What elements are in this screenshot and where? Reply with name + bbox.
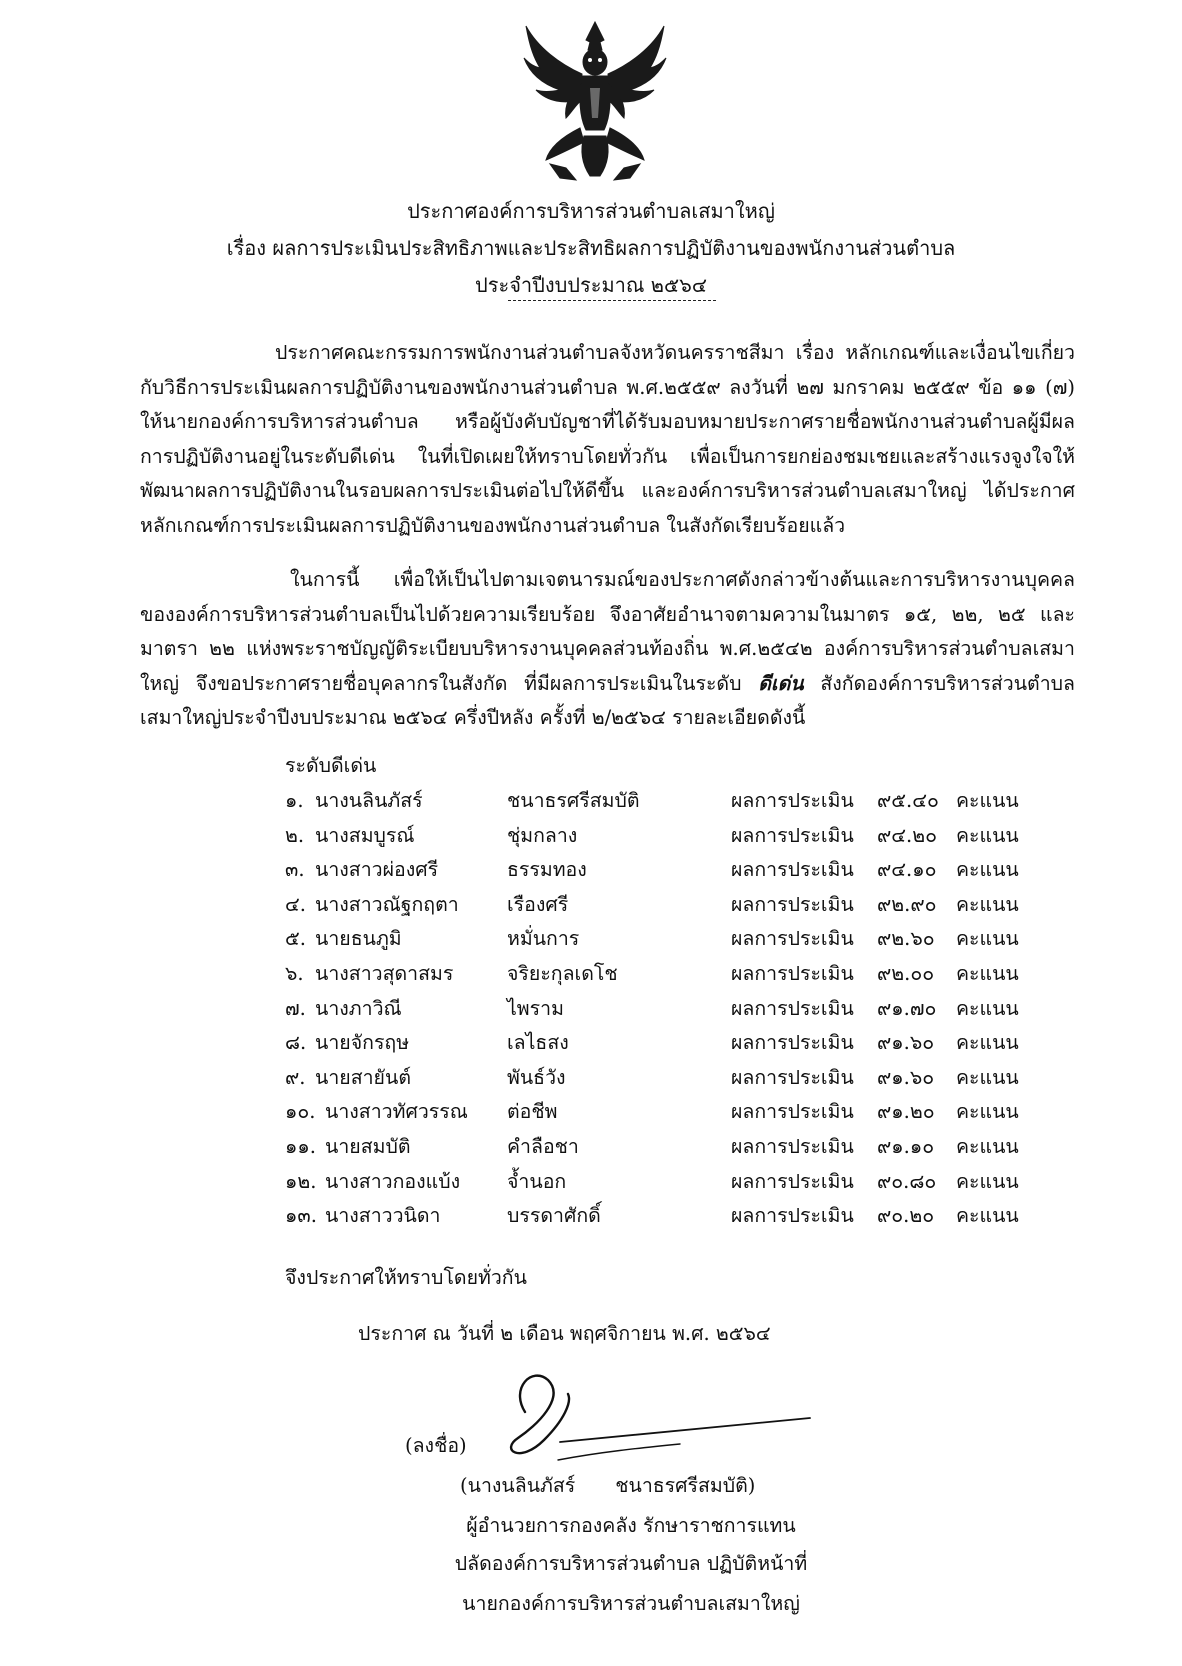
item-unit: คะแนน xyxy=(956,1031,1019,1055)
item-first-name: นางสาวทัศวรรณ xyxy=(325,1100,468,1124)
list-item xyxy=(285,1061,1045,1096)
signer-name xyxy=(460,1470,755,1501)
item-score: ๙๐.๒๐ xyxy=(877,1204,935,1228)
item-score: ๙๔.๒๐ xyxy=(877,823,937,847)
paragraph-2 xyxy=(140,563,1075,736)
closing-statement: จึงประกาศให้ทราบโดยทั่วกัน xyxy=(285,1266,527,1289)
item-score: ๙๔.๑๐ xyxy=(877,858,937,882)
item-last-name: จริยะกุลเดโช xyxy=(507,961,618,985)
item-score: ๙๒.๖๐ xyxy=(877,927,935,951)
item-label: ผลการประเมิน xyxy=(731,858,854,882)
item-label: ผลการประเมิน xyxy=(731,789,854,812)
item-number: ๘. xyxy=(285,1031,307,1055)
separator-line xyxy=(508,300,716,301)
item-score: ๙๐.๘๐ xyxy=(877,1169,937,1193)
item-label: ผลการประเมิน xyxy=(731,892,854,916)
item-unit: คะแนน xyxy=(956,789,1019,812)
item-unit: คะแนน xyxy=(956,996,1019,1020)
item-score: ๙๑.๖๐ xyxy=(877,1031,935,1055)
item-first-name: นายจักรฤษ xyxy=(315,1031,410,1055)
item-first-name: นายสายันต์ xyxy=(315,1065,411,1089)
item-last-name: ไพราม xyxy=(507,996,564,1020)
item-first-name: นางสาวสุดาสมร xyxy=(315,961,454,985)
item-number: ๕. xyxy=(285,927,306,951)
item-unit: คะแนน xyxy=(956,1100,1019,1124)
item-first-name: นางนลินภัสร์ xyxy=(315,789,423,812)
item-last-name: หมั่นการ xyxy=(507,927,580,951)
item-unit: คะแนน xyxy=(956,927,1019,951)
paragraph-2-start: ในการนี้ เพื่อให้เป็นไปตามเจตนารมณ์ของประกาศดังกล่าวข้างต้นและการบริหารงานบุคคลขององค์การบริหารส่วนตำบลเป็นไปด้วยความเรียบร้อย จึงอาศัยอำนาจตามความในมาตร ๑๕, ๒๒, ๒๕ และมาตรา ๒๒ แห่งพระราชบัญญัติระเบียบบริหารงานบุคคลส่วนท้องถิ่น พ.ศ.๒๕๔๒ องค์การบริหารส่วนตำบลเสมาใหญ่ จึงขอประกาศรายชื่อบุคลากรในสังกัด ที่มีผลการประเมินในระดับ xyxy=(140,568,1075,695)
item-label: ผลการประเมิน xyxy=(731,996,854,1020)
item-unit: คะแนน xyxy=(956,1204,1019,1228)
staff-list xyxy=(285,784,1045,1234)
item-last-name: ชุ่มกลาง xyxy=(507,823,578,847)
item-score: ๙๕.๔๐ xyxy=(877,789,939,812)
list-item xyxy=(285,819,1045,854)
list-item xyxy=(285,1199,1045,1234)
item-number: ๑๓. xyxy=(285,1204,317,1228)
item-label: ผลการประเมิน xyxy=(731,823,854,847)
item-last-name: จ้ำนอก xyxy=(507,1169,567,1193)
item-last-name: เรืองศรี xyxy=(507,892,569,916)
item-score: ๙๒.๙๐ xyxy=(877,892,937,916)
item-number: ๒. xyxy=(285,823,305,847)
item-unit: คะแนน xyxy=(956,961,1019,985)
item-label: ผลการประเมิน xyxy=(731,1065,854,1089)
item-score: ๙๒.๐๐ xyxy=(877,961,935,985)
list-item xyxy=(285,1165,1045,1200)
announcement-date: ประกาศ ณ วันที่ ๒ เดือน พฤศจิกายน พ.ศ. ๒๕๖๔ xyxy=(358,1322,771,1345)
item-first-name: นางสาววนิดา xyxy=(325,1204,441,1228)
item-label: ผลการประเมิน xyxy=(731,1134,854,1158)
item-score: ๙๑.๗๐ xyxy=(877,996,937,1020)
item-label: ผลการประเมิน xyxy=(731,1031,854,1055)
item-unit: คะแนน xyxy=(956,1134,1019,1158)
item-number: ๔. xyxy=(285,892,306,916)
item-last-name: ชนาธรศรีสมบัติ xyxy=(507,789,640,812)
item-score: ๙๑.๖๐ xyxy=(877,1065,935,1089)
item-first-name: นางสาวกองแบ้ง xyxy=(325,1169,461,1193)
item-label: ผลการประเมิน xyxy=(731,961,854,985)
list-item xyxy=(285,784,1045,819)
item-number: ๑๒. xyxy=(285,1169,317,1193)
item-number: ๗. xyxy=(285,996,306,1020)
item-last-name: บรรดาศักดิ์ xyxy=(507,1204,601,1228)
item-number: ๑๑. xyxy=(285,1134,316,1158)
list-item xyxy=(285,922,1045,957)
item-label: ผลการประเมิน xyxy=(731,927,854,951)
level-emphasis: ดีเด่น xyxy=(758,671,804,695)
item-score: ๙๑.๑๐ xyxy=(877,1134,935,1158)
signer-position-1: ผู้อำนวยการกองคลัง รักษาราชการแทน xyxy=(466,1514,796,1537)
item-unit: คะแนน xyxy=(956,1065,1019,1089)
paragraph-2-end: สังกัดองค์การบริหารส่วนตำบลเสมาใหญ่ประจำปีงบประมาณ ๒๕๖๔ ครึ่งปีหลัง ครั้งที่ ๒/๒๕๖๔ รายละเอียดดังนี้ xyxy=(140,671,1075,730)
list-item xyxy=(285,992,1045,1027)
item-first-name: นางสาวณัฐกฤตา xyxy=(315,892,459,916)
item-label: ผลการประเมิน xyxy=(731,1204,854,1228)
signature-label: (ลงชื่อ) xyxy=(405,1434,467,1457)
signer-name-close: ชนาธรศรีสมบัติ) xyxy=(615,1474,756,1497)
handwritten-signature xyxy=(440,1368,820,1478)
signer-position-3: นายกองค์การบริหารส่วนตำบลเสมาใหญ่ xyxy=(462,1592,800,1615)
announcement-subject: เรื่อง ผลการประเมินประสิทธิภาพและประสิทธิผลการปฏิบัติงานของพนักงานส่วนตำบล xyxy=(226,236,956,260)
list-item xyxy=(285,1095,1045,1130)
item-last-name: เลไธสง xyxy=(507,1031,569,1055)
fiscal-year: ประจำปีงบประมาณ ๒๕๖๔ xyxy=(475,273,707,297)
level-heading: ระดับดีเด่น xyxy=(285,754,377,777)
list-item xyxy=(285,888,1045,923)
item-last-name: คำลือชา xyxy=(507,1134,579,1158)
item-score: ๙๑.๒๐ xyxy=(877,1100,935,1124)
item-first-name: นางสมบูรณ์ xyxy=(315,823,415,847)
item-unit: คะแนน xyxy=(956,858,1019,882)
item-first-name: นายสมบัติ xyxy=(325,1134,411,1158)
item-number: ๙. xyxy=(285,1065,306,1089)
item-label: ผลการประเมิน xyxy=(731,1169,854,1193)
announcement-title: ประกาศองค์การบริหารส่วนตำบลเสมาใหญ่ xyxy=(407,199,775,223)
signer-position-2: ปลัดองค์การบริหารส่วนตำบล ปฏิบัติหน้าที่ xyxy=(454,1552,808,1575)
item-label: ผลการประเมิน xyxy=(731,1100,854,1124)
item-unit: คะแนน xyxy=(956,892,1019,916)
garuda-emblem-icon xyxy=(520,18,670,183)
item-number: ๓. xyxy=(285,858,305,882)
list-item xyxy=(285,1130,1045,1165)
item-last-name: ธรรมทอง xyxy=(507,858,587,882)
item-unit: คะแนน xyxy=(956,1169,1019,1193)
paragraph-1: ประกาศคณะกรรมการพนักงานส่วนตำบลจังหวัดนครราชสีมา เรื่อง หลักเกณฑ์และเงื่อนไขเกี่ยวกับวิธีการประเมินผลการปฏิบัติงานของพนักงานส่วนตำบล พ.ศ.๒๕๕๙ ลงวันที่ ๒๗ มกราคม ๒๕๕๙ ข้อ ๑๑ (๗) ให้นายกองค์การบริหารส่วนตำบล หรือผู้บังคับบัญชาที่ได้รับมอบหมายประกาศรายชื่อพนักงานส่วนตำบลผู้มีผลการปฏิบัติงานอยู่ในระดับดีเด่น ในที่เปิดเผยให้ทราบโดยทั่วกัน เพื่อเป็นการยกย่องชมเชยและสร้างแรงจูงใจให้พัฒนาผลการปฏิบัติงานในรอบผลการประเมินต่อไปให้ดีขึ้น และองค์การบริหารส่วนตำบลเสมาใหญ่ ได้ประกาศหลักเกณฑ์การประเมินผลการปฏิบัติงานของพนักงานส่วนตำบล ในสังกัดเรียบร้อยแล้ว xyxy=(140,341,1075,537)
item-first-name: นายธนภูมิ xyxy=(315,927,402,951)
item-first-name: นางภาวิณี xyxy=(315,996,402,1020)
item-number: ๑. xyxy=(285,789,304,812)
signer-name-open: (นางนลินภัสร์ xyxy=(460,1474,576,1497)
item-number: ๖. xyxy=(285,961,304,985)
item-first-name: นางสาวผ่องศรี xyxy=(315,858,439,882)
item-unit: คะแนน xyxy=(956,823,1019,847)
list-item xyxy=(285,1026,1045,1061)
item-number: ๑๐. xyxy=(285,1100,316,1124)
list-item xyxy=(285,957,1045,992)
item-last-name: พันธ์วัง xyxy=(507,1065,566,1089)
list-item xyxy=(285,853,1045,888)
item-last-name: ต่อชีพ xyxy=(507,1100,558,1124)
